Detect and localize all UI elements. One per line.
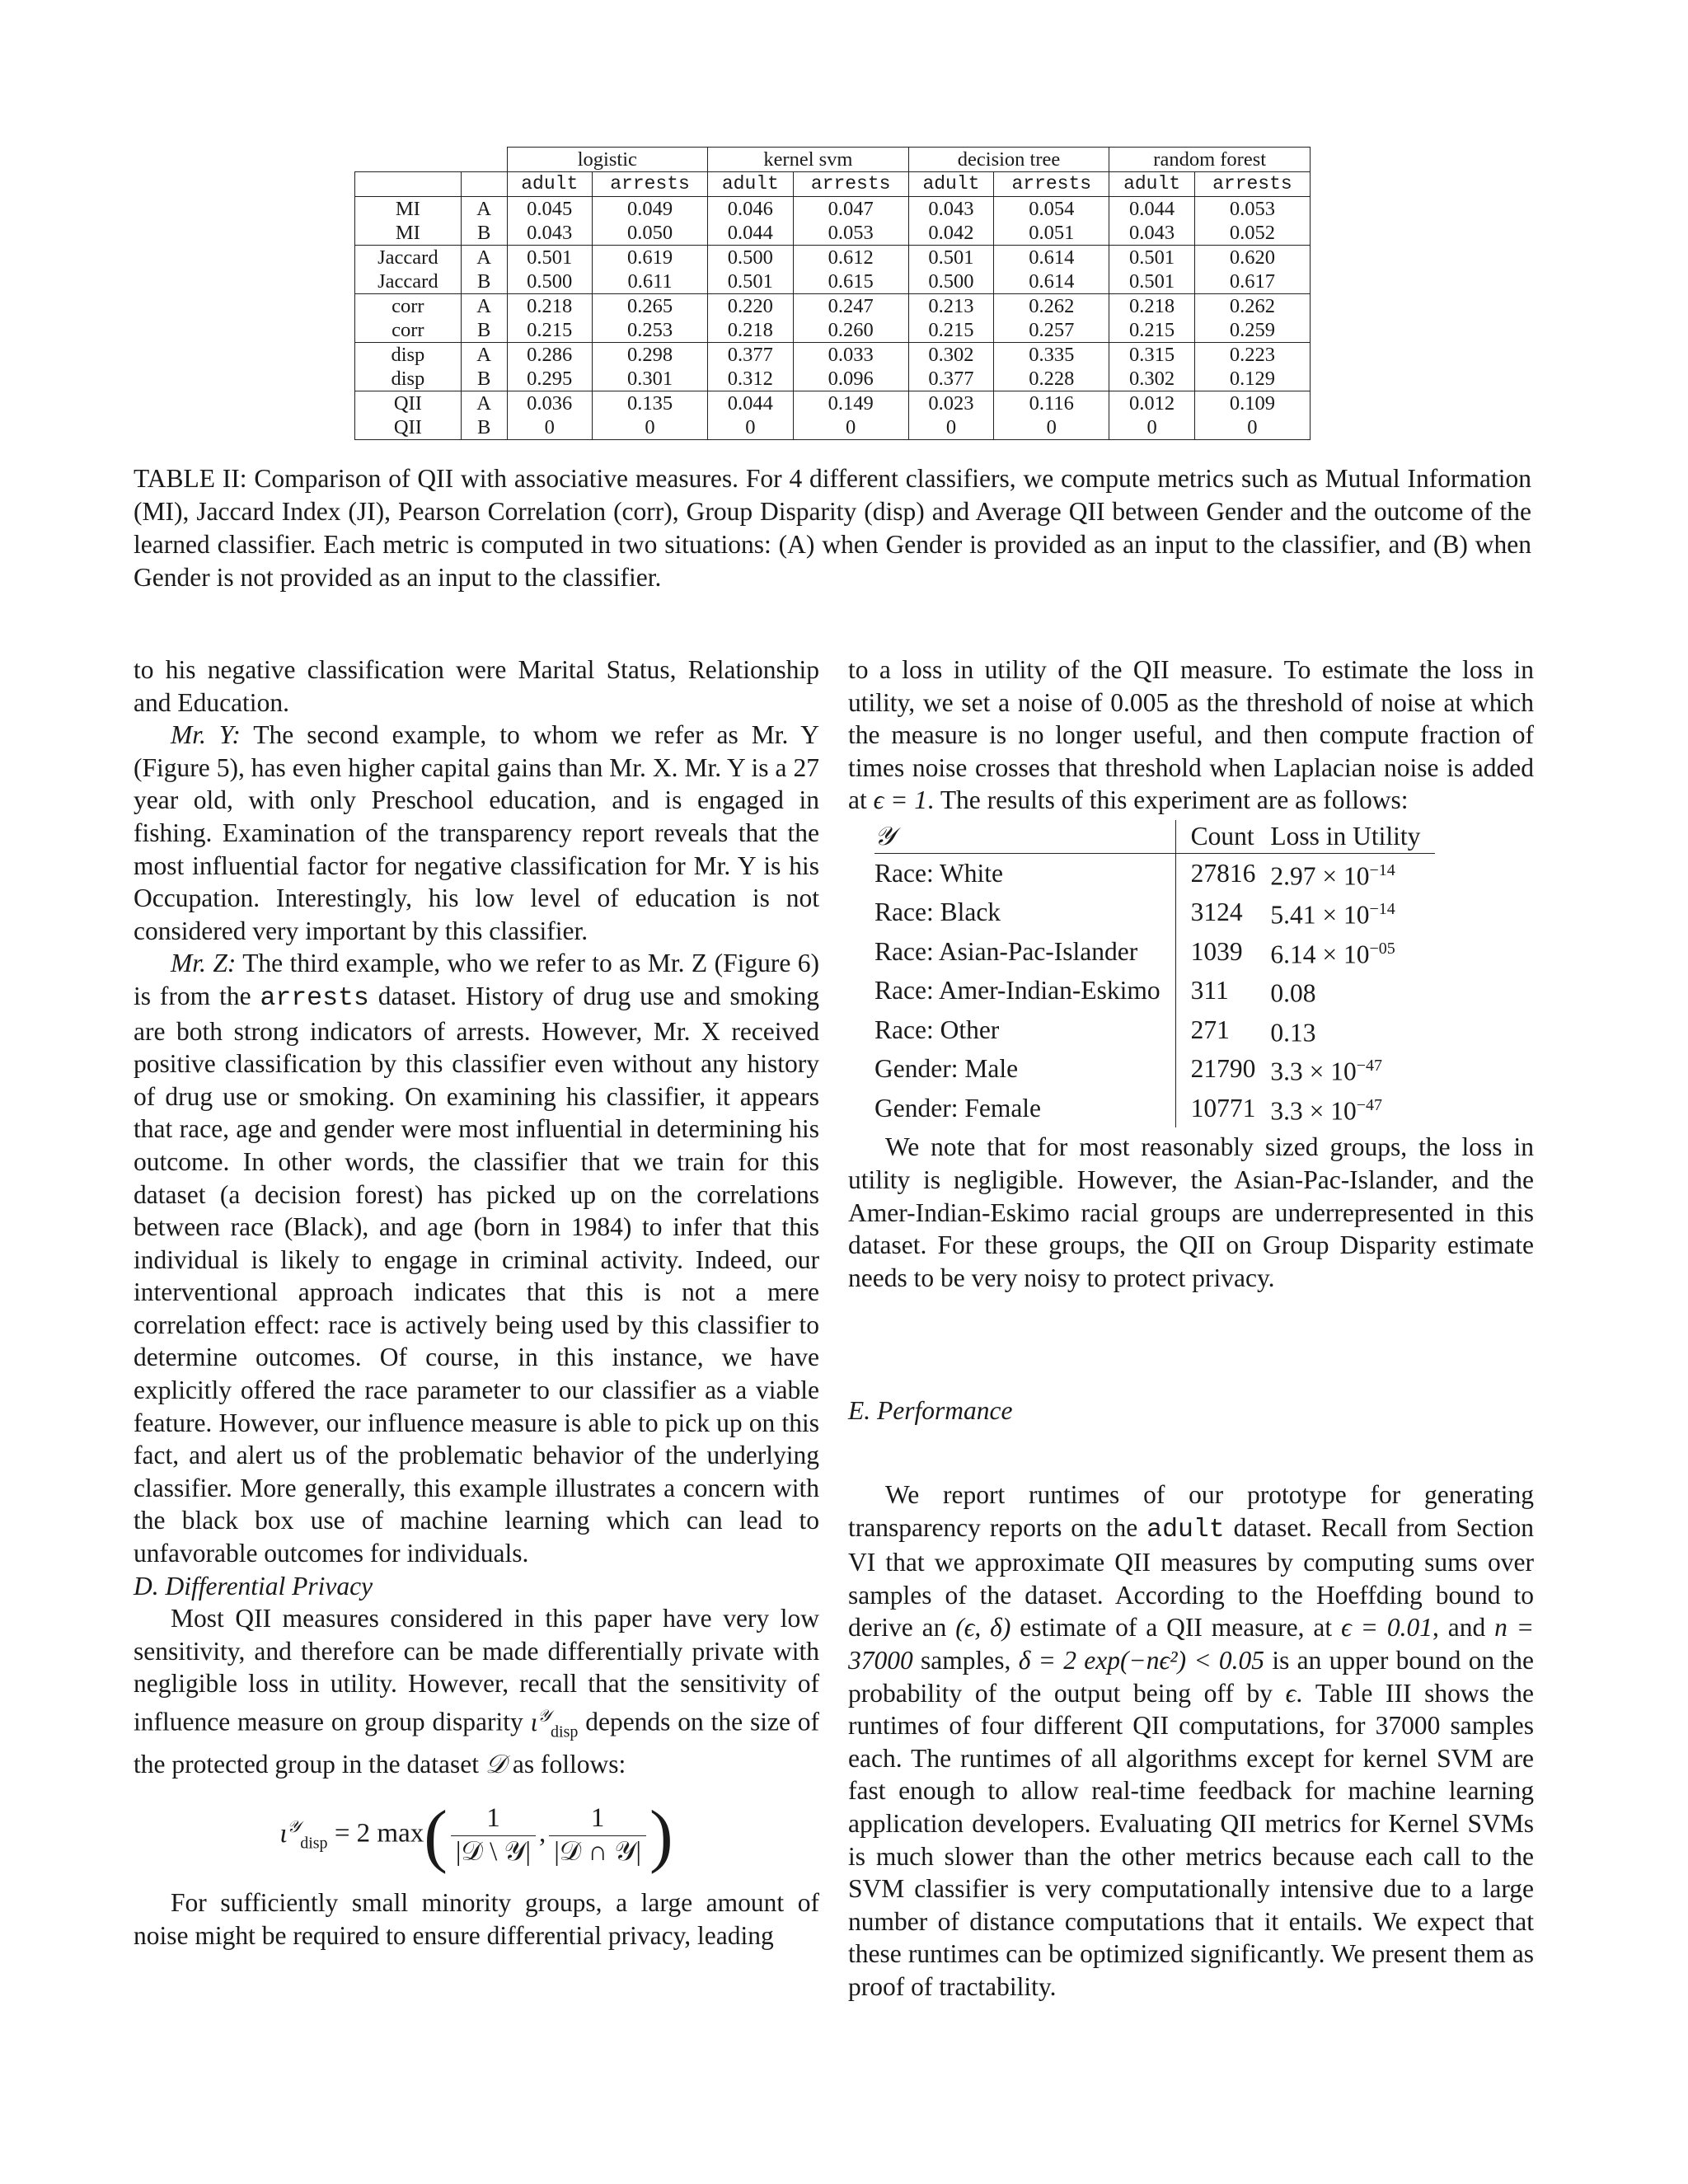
count-cell: 27816 bbox=[1175, 853, 1270, 893]
dataset-header: arrests bbox=[793, 172, 908, 197]
condition-cell: B bbox=[461, 269, 507, 294]
loss-mantissa: 2.97 × 10 bbox=[1270, 861, 1370, 891]
group-header: kernel svm bbox=[708, 148, 909, 172]
value-cell: 0.228 bbox=[994, 367, 1109, 391]
paragraph-text: dataset. Recall from Section VI that we approximate QII measures by computing sums over samples of the dataset. According to the Hoeffding bound to derive an bbox=[848, 1512, 1534, 1643]
comparison-table bbox=[354, 147, 1311, 440]
run-in-label: Mr. Z: bbox=[171, 949, 237, 978]
condition-cell: B bbox=[461, 415, 507, 440]
column-header: Count bbox=[1175, 820, 1270, 854]
paragraph-text: We report runtimes of our prototype for generating transparency reports on the bbox=[848, 1480, 1534, 1542]
value-cell: 0 bbox=[507, 415, 592, 440]
group-cell: Race: Black bbox=[874, 898, 1001, 927]
value-cell: 0.312 bbox=[708, 367, 793, 391]
metric-cell: corr bbox=[355, 318, 462, 343]
value-cell: 0.262 bbox=[1194, 294, 1310, 319]
value-cell: 0.044 bbox=[708, 221, 793, 246]
value-cell: 0 bbox=[708, 415, 793, 440]
table-row bbox=[355, 294, 1311, 319]
value-cell: 0.315 bbox=[1109, 343, 1194, 368]
group-cell: Race: Amer-Indian-Eskimo bbox=[874, 976, 1160, 1005]
table-subheader-row bbox=[355, 172, 1311, 197]
table-row bbox=[355, 246, 1311, 270]
paragraph-text: , and bbox=[1432, 1613, 1495, 1643]
value-cell: 0.109 bbox=[1194, 391, 1310, 416]
value-cell: 0.052 bbox=[1194, 221, 1310, 246]
math-inline: $\iota^𝒴_{disp}$ bbox=[530, 1707, 579, 1741]
dataset-header: arrests bbox=[994, 172, 1109, 197]
table-row bbox=[355, 221, 1311, 246]
paragraph-text: The second example, to whom we refer as Mr. Y (Figure 5), has even higher capital gains than Mr. X. Mr. Y is a 27 year old, with only Preschool education, and is engaged in fishing. Examination of the transparency report reveals that the most influential factor for negative classification for Mr. Y is his Occupation. Interestingly, his low level of education is not considered very important by this classifier. bbox=[134, 720, 819, 945]
value-cell: 0.047 bbox=[793, 197, 908, 222]
value-cell: 0.260 bbox=[793, 318, 908, 343]
inline-code: adult bbox=[1146, 1515, 1225, 1544]
table-row bbox=[355, 197, 1311, 222]
paragraph-mr-y bbox=[134, 719, 819, 947]
math-inline: ϵ = 1 bbox=[873, 785, 928, 815]
loss-exponent: −05 bbox=[1369, 939, 1395, 958]
value-cell: 0.050 bbox=[592, 221, 707, 246]
loss-cell bbox=[1270, 1049, 1435, 1089]
condition-cell: A bbox=[461, 246, 507, 270]
loss-exponent: −47 bbox=[1356, 1057, 1383, 1076]
loss-cell bbox=[1270, 1089, 1435, 1128]
table-row bbox=[874, 853, 1435, 893]
loss-cell bbox=[1270, 893, 1435, 932]
loss-cell bbox=[1270, 932, 1435, 972]
value-cell: 0.302 bbox=[908, 343, 993, 368]
value-cell: 0 bbox=[994, 415, 1109, 440]
value-cell: 0.257 bbox=[994, 318, 1109, 343]
value-cell: 0.051 bbox=[994, 221, 1109, 246]
loss-cell bbox=[1270, 1010, 1435, 1050]
group-header: random forest bbox=[1109, 148, 1311, 172]
value-cell: 0.302 bbox=[1109, 367, 1194, 391]
value-cell: 0 bbox=[1194, 415, 1310, 440]
value-cell: 0.220 bbox=[708, 294, 793, 319]
value-cell: 0.045 bbox=[507, 197, 592, 222]
paragraph-text: Most QII measures considered in this paper have very low sensitivity, and therefore can be made differentially private with negligible loss in utility. However, recall that the sensitivity of influence measure on group disparity bbox=[134, 1604, 819, 1736]
count-cell: 311 bbox=[1175, 971, 1270, 1010]
value-cell: 0.615 bbox=[793, 269, 908, 294]
value-cell: 0.046 bbox=[708, 197, 793, 222]
loss-mantissa: 0.08 bbox=[1270, 978, 1316, 1008]
math-inline: 𝒟 bbox=[485, 1750, 506, 1779]
value-cell: 0.617 bbox=[1194, 269, 1310, 294]
math-inline: (ϵ, δ) bbox=[955, 1613, 1011, 1643]
metric-cell: MI bbox=[355, 221, 462, 246]
value-cell: 0.501 bbox=[507, 246, 592, 270]
paragraph-performance bbox=[848, 1479, 1534, 2004]
value-cell: 0.301 bbox=[592, 367, 707, 391]
loss-mantissa: 3.3 × 10 bbox=[1270, 1057, 1357, 1086]
count-cell: 21790 bbox=[1175, 1049, 1270, 1089]
loss-mantissa: 0.13 bbox=[1270, 1018, 1316, 1047]
value-cell: 0.377 bbox=[908, 367, 993, 391]
value-cell: 0.247 bbox=[793, 294, 908, 319]
value-cell: 0.377 bbox=[708, 343, 793, 368]
table-row bbox=[874, 1089, 1435, 1128]
paragraph-text: as follows: bbox=[506, 1750, 626, 1779]
value-cell: 0 bbox=[908, 415, 993, 440]
value-cell: 0.053 bbox=[1194, 197, 1310, 222]
loss-exponent: −47 bbox=[1356, 1095, 1383, 1114]
value-cell: 0.213 bbox=[908, 294, 993, 319]
value-cell: 0.259 bbox=[1194, 318, 1310, 343]
table-row bbox=[355, 318, 1311, 343]
value-cell: 0.043 bbox=[908, 197, 993, 222]
group-cell: Race: Asian-Pac-Islander bbox=[874, 936, 1138, 966]
value-cell: 0.265 bbox=[592, 294, 707, 319]
qii-associative-table bbox=[354, 147, 1311, 440]
condition-cell: A bbox=[461, 391, 507, 416]
metric-cell: disp bbox=[355, 367, 462, 391]
math-inline: ϵ bbox=[1285, 1678, 1296, 1708]
dataset-header: arrests bbox=[1194, 172, 1310, 197]
group-cell: Gender: Male bbox=[874, 1054, 1019, 1084]
value-cell: 0.036 bbox=[507, 391, 592, 416]
value-cell: 0.116 bbox=[994, 391, 1109, 416]
value-cell: 0.033 bbox=[793, 343, 908, 368]
value-cell: 0.044 bbox=[708, 391, 793, 416]
condition-cell: A bbox=[461, 343, 507, 368]
dataset-header: adult bbox=[908, 172, 993, 197]
paragraph-mr-z bbox=[134, 947, 819, 1569]
section-heading: D. Differential Privacy bbox=[134, 1571, 373, 1601]
value-cell: 0.500 bbox=[507, 269, 592, 294]
value-cell: 0.135 bbox=[592, 391, 707, 416]
value-cell: 0.096 bbox=[793, 367, 908, 391]
math-inline: δ = 2 exp(−nϵ²) < 0.05 bbox=[1018, 1646, 1265, 1675]
table-caption: TABLE II: Comparison of QII with associative measures. For 4 different classifiers, we compute metrics such as Mutual Information (MI), Jaccard Index (JI), Pearson Correlation (corr), Group Disparity (disp) and Average QII between Gender and the outcome of the learned classifier. Each metric is computed in two situations: (A) when Gender is provided as an input to the classifier, and (B) when Gender is not provided as an input to the classifier. bbox=[134, 464, 1531, 592]
paragraph-text: dataset. History of drug use and smoking are both strong indicators of arrests. However, Mr. X received positive classification by this classifier even without any history of drug use or smoking. On examining his classifier, it appears that race, age and gender were most influential in determining his outcome. In other words, the classifier that we train for this dataset (a decision forest) has picked up on the correlations between race (Black), and age (born in 1984) to infer that this individual is likely to engage in criminal activity. Indeed, our interventional approach indicates that this is not a mere correlation effect: race is actively being used by this classifier to determine outcomes. Of course, in this instance, we have explicitly offered the race parameter to our classifier as a viable feature. However, our influence measure is able to pick up on this fact, and alert us of the problematic behavior of the underlying classifier. More generally, this example illustrates a concern with the black box use of machine learning which can lead to unfavorable outcomes for individuals. bbox=[134, 981, 819, 1568]
value-cell: 0.215 bbox=[908, 318, 993, 343]
condition-cell: A bbox=[461, 294, 507, 319]
loss-cell bbox=[1270, 971, 1435, 1010]
count-cell: 1039 bbox=[1175, 932, 1270, 972]
value-cell: 0.614 bbox=[994, 246, 1109, 270]
value-cell: 0.223 bbox=[1194, 343, 1310, 368]
left-column bbox=[134, 654, 819, 1952]
value-cell: 0.054 bbox=[994, 197, 1109, 222]
table-row bbox=[874, 932, 1435, 972]
value-cell: 0.612 bbox=[793, 246, 908, 270]
privacy-loss-table bbox=[874, 820, 1435, 1128]
table-row bbox=[355, 415, 1311, 440]
value-cell: 0.053 bbox=[793, 221, 908, 246]
math-inline: ϵ = 0.01 bbox=[1341, 1613, 1432, 1643]
value-cell: 0.262 bbox=[994, 294, 1109, 319]
value-cell: 0 bbox=[1109, 415, 1194, 440]
paragraph-text: The third example, who we refer to as Mr. Z (Figure 6) is from the bbox=[134, 949, 820, 1010]
column-header: 𝒴 bbox=[874, 820, 1175, 854]
value-cell: 0.043 bbox=[1109, 221, 1194, 246]
paragraph: We note that for most reasonably sized groups, the loss in utility is negligible. However, the Asian-Pac-Islander, and the Amer-Indian-Eskimo racial groups are underrepresented in this dataset. For these groups, the QII on Group Disparity estimate needs to be very noisy to protect privacy. bbox=[848, 1132, 1534, 1292]
paragraph bbox=[848, 654, 1534, 817]
paragraph-text: . The results of this experiment are as follows: bbox=[927, 785, 1409, 815]
count-cell: 271 bbox=[1175, 1010, 1270, 1050]
paragraph-text: . Table III shows the runtimes of four different QII computations, for 37000 samples each. The runtimes of all algorithms except for kernel SVM are fast enough to allow real-time feedback for machine learning application developers. Evaluating QII metrics for Kernel SVMs is much slower than the other metrics because each call to the SVM classifier is very computationally intensive due to a large number of distance computations that it entails. We expect that these runtimes can be optimized significantly. We present them as proof of tractability. bbox=[848, 1678, 1534, 2001]
loss-mantissa: 6.14 × 10 bbox=[1270, 940, 1370, 969]
metric-cell: MI bbox=[355, 197, 462, 222]
math-inline: n = 37000 bbox=[848, 1613, 1535, 1675]
value-cell: 0.500 bbox=[908, 269, 993, 294]
paragraph-text: estimate of a QII measure, at bbox=[1010, 1613, 1342, 1643]
paragraph: For sufficiently small minority groups, a large amount of noise might be required to ensure differential privacy, leading bbox=[134, 1888, 819, 1950]
value-cell: 0.049 bbox=[592, 197, 707, 222]
condition-cell: B bbox=[461, 367, 507, 391]
table-row bbox=[355, 391, 1311, 416]
table-row bbox=[355, 269, 1311, 294]
section-heading: E. Performance bbox=[848, 1396, 1013, 1426]
loss-mantissa: 3.3 × 10 bbox=[1270, 1096, 1357, 1126]
condition-cell: A bbox=[461, 197, 507, 222]
condition-cell: B bbox=[461, 221, 507, 246]
metric-cell: Jaccard bbox=[355, 246, 462, 270]
metric-cell: Jaccard bbox=[355, 269, 462, 294]
paragraph-text: depends on the size of the protected group in the dataset bbox=[134, 1707, 820, 1779]
value-cell: 0.023 bbox=[908, 391, 993, 416]
loss-exponent: −14 bbox=[1369, 860, 1395, 879]
metric-cell: QII bbox=[355, 391, 462, 416]
value-cell: 0.501 bbox=[708, 269, 793, 294]
value-cell: 0.253 bbox=[592, 318, 707, 343]
value-cell: 0.619 bbox=[592, 246, 707, 270]
metric-cell: disp bbox=[355, 343, 462, 368]
value-cell: 0.501 bbox=[1109, 246, 1194, 270]
paragraph-text: samples, bbox=[912, 1646, 1019, 1675]
paragraph: to his negative classification were Marital Status, Relationship and Education. bbox=[134, 655, 819, 717]
value-cell: 0 bbox=[793, 415, 908, 440]
group-header: decision tree bbox=[908, 148, 1109, 172]
value-cell: 0 bbox=[592, 415, 707, 440]
math-inline: 0.005 bbox=[1110, 687, 1170, 717]
paragraph-dp bbox=[134, 1602, 819, 1781]
value-cell: 0.218 bbox=[708, 318, 793, 343]
value-cell: 0.043 bbox=[507, 221, 592, 246]
value-cell: 0.295 bbox=[507, 367, 592, 391]
right-column bbox=[848, 654, 1534, 2004]
loss-exponent: −14 bbox=[1369, 900, 1395, 919]
metric-cell: QII bbox=[355, 415, 462, 440]
condition-cell: B bbox=[461, 318, 507, 343]
paragraph-text: as the threshold of noise at which the measure is no longer useful, and then compute fraction of times noise crosses that threshold when Laplacian noise is added at bbox=[848, 687, 1534, 815]
table-header-row bbox=[874, 820, 1435, 854]
value-cell: 0.501 bbox=[908, 246, 993, 270]
value-cell: 0.218 bbox=[507, 294, 592, 319]
loss-cell bbox=[1270, 853, 1435, 893]
value-cell: 0.335 bbox=[994, 343, 1109, 368]
value-cell: 0.149 bbox=[793, 391, 908, 416]
value-cell: 0.286 bbox=[507, 343, 592, 368]
value-cell: 0.614 bbox=[994, 269, 1109, 294]
table-row bbox=[355, 343, 1311, 368]
value-cell: 0.611 bbox=[592, 269, 707, 294]
value-cell: 0.044 bbox=[1109, 197, 1194, 222]
value-cell: 0.129 bbox=[1194, 367, 1310, 391]
value-cell: 0.500 bbox=[708, 246, 793, 270]
table-header-row bbox=[355, 148, 1311, 172]
table-row bbox=[874, 893, 1435, 932]
inline-code: arrests bbox=[260, 983, 369, 1013]
paragraph-text: is an upper bound on the probability of the output being off by bbox=[848, 1646, 1534, 1708]
group-header: logistic bbox=[507, 148, 708, 172]
table-row bbox=[355, 367, 1311, 391]
count-cell: 10771 bbox=[1175, 1089, 1270, 1128]
table-row bbox=[874, 1049, 1435, 1089]
dataset-header: adult bbox=[507, 172, 592, 197]
dataset-header: adult bbox=[1109, 172, 1194, 197]
value-cell: 0.012 bbox=[1109, 391, 1194, 416]
equation: $\iota^𝒴_{disp} = 2$ max( $\frac{1}{\text{|𝒟 \textbackslash{} 𝒴|}}$ , $\frac{1}{\text{|𝒟 ∩ 𝒴|}}$ ) bbox=[279, 1795, 673, 1875]
group-cell: Race: White bbox=[874, 858, 1003, 888]
value-cell: 0.298 bbox=[592, 343, 707, 368]
count-cell: 3124 bbox=[1175, 893, 1270, 932]
value-cell: 0.620 bbox=[1194, 246, 1310, 270]
value-cell: 0.218 bbox=[1109, 294, 1194, 319]
loss-mantissa: 5.41 × 10 bbox=[1270, 900, 1370, 930]
value-cell: 0.501 bbox=[1109, 269, 1194, 294]
group-cell: Race: Other bbox=[874, 1015, 1000, 1044]
value-cell: 0.215 bbox=[1109, 318, 1194, 343]
metric-cell: corr bbox=[355, 294, 462, 319]
value-cell: 0.042 bbox=[908, 221, 993, 246]
group-cell: Gender: Female bbox=[874, 1093, 1042, 1122]
dataset-header: adult bbox=[708, 172, 793, 197]
paragraph-text: to a loss in utility of the QII measure. To estimate the loss in utility, we set a noise of bbox=[848, 655, 1534, 717]
table-row bbox=[874, 971, 1435, 1010]
column-header: Loss in Utility bbox=[1270, 820, 1435, 854]
run-in-label: Mr. Y: bbox=[171, 720, 241, 750]
dataset-header: arrests bbox=[592, 172, 707, 197]
table-row bbox=[874, 1010, 1435, 1050]
value-cell: 0.215 bbox=[507, 318, 592, 343]
